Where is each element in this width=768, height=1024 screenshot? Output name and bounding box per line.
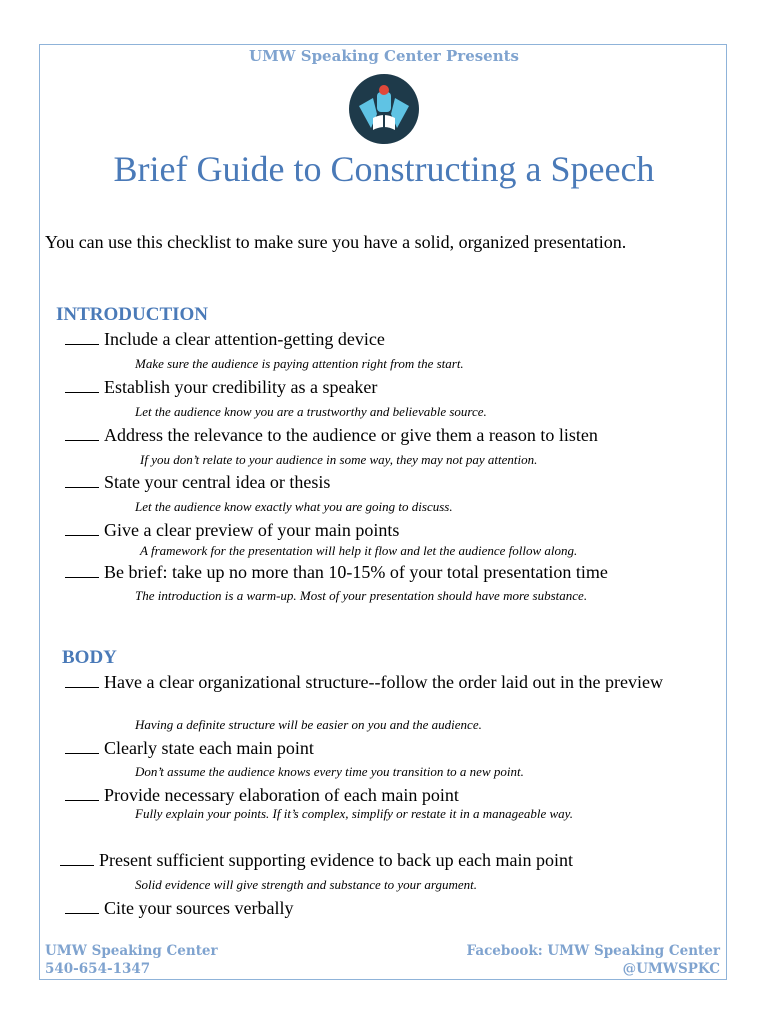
checklist-item: Include a clear attention-getting device: [65, 328, 385, 351]
footer-org: UMW Speaking Center: [45, 943, 218, 959]
checklist-item: Have a clear organizational structure--follow the order laid out in the preview: [65, 671, 684, 694]
item-note: Let the audience know exactly what you are going to discuss.: [135, 499, 453, 514]
checklist-item: Give a clear preview of your main points: [65, 519, 399, 542]
checkbox-blank: [65, 377, 99, 393]
footer-handle: @UMWSPKC: [622, 961, 720, 977]
checklist-item: Present sufficient supporting evidence to back up each main point: [60, 849, 573, 872]
checklist-item: Establish your credibility as a speaker: [65, 376, 377, 399]
item-note: Make sure the audience is paying attention right from the start.: [135, 356, 464, 371]
item-note: Fully explain your points. If it’s complex, simplify or restate it in a manageable way.: [135, 806, 573, 821]
item-note: Let the audience know you are a trustworthy and believable source.: [135, 404, 487, 419]
footer-left: [45, 942, 218, 978]
checkbox-blank: [65, 672, 99, 688]
checkbox-blank: [65, 898, 99, 914]
item-note: A framework for the presentation will help it flow and let the audience follow along.: [140, 543, 578, 558]
footer-right: [466, 942, 720, 978]
speaking-center-logo-icon: [349, 74, 419, 144]
checklist-item: State your central idea or thesis: [65, 471, 330, 494]
checkbox-blank: [60, 850, 94, 866]
checkbox-blank: [65, 472, 99, 488]
item-note: Having a definite structure will be easier on you and the audience.: [135, 717, 482, 732]
checkbox-blank: [65, 738, 99, 754]
checklist-item: Address the relevance to the audience or give them a reason to listen: [65, 424, 598, 447]
body-heading: BODY: [62, 647, 117, 668]
introduction-heading: INTRODUCTION: [56, 304, 209, 325]
checkbox-blank: [65, 425, 99, 441]
footer-phone: 540-654-1347: [45, 961, 151, 977]
item-note: Don’t assume the audience knows every time you transition to a new point.: [135, 764, 524, 779]
page-title: Brief Guide to Constructing a Speech: [113, 149, 655, 189]
footer-facebook: Facebook: UMW Speaking Center: [466, 943, 720, 959]
checklist-item: Be brief: take up no more than 10-15% of your total presentation time: [65, 561, 608, 584]
checkbox-blank: [65, 520, 99, 536]
checkbox-blank: [65, 785, 99, 801]
checkbox-blank: [65, 329, 99, 345]
checklist-item: Clearly state each main point: [65, 737, 314, 760]
item-note: If you don’t relate to your audience in some way, they may not pay attention.: [140, 452, 538, 467]
checkbox-blank: [65, 562, 99, 578]
checklist-item: Cite your sources verbally: [65, 897, 293, 920]
checklist-item: Provide necessary elaboration of each main point: [65, 784, 459, 807]
item-note: Solid evidence will give strength and substance to your argument.: [135, 877, 478, 892]
intro-paragraph: You can use this checklist to make sure you have a solid, organized presentation.: [45, 232, 627, 252]
item-note: The introduction is a warm-up. Most of your presentation should have more substance.: [135, 588, 588, 603]
presents-line: UMW Speaking Center Presents: [248, 47, 520, 65]
